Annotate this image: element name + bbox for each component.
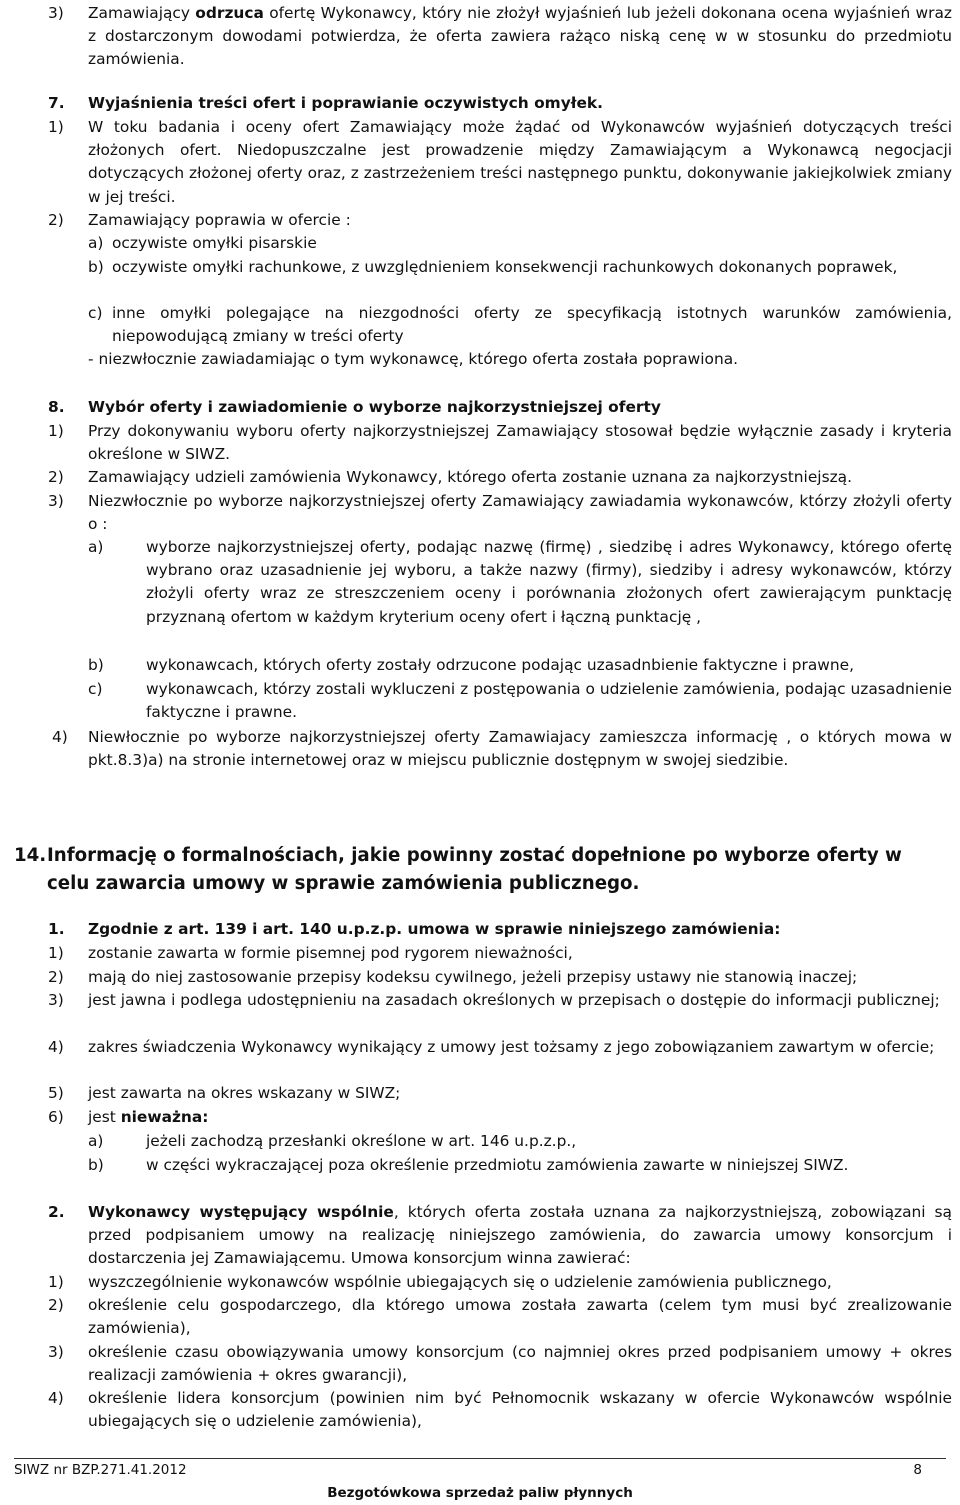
heading-number: 14. bbox=[14, 845, 47, 866]
heading-text: Informację o formalnościach, jakie powinny zostać dopełnione po wyborze oferty w celu zawarcia umowy w sprawie zamówienia publicznego. bbox=[47, 845, 902, 894]
s14-k-4 bbox=[48, 1387, 952, 1433]
item-text: W toku badania i oceny ofert Zamawiający może żądać od Wykonawców wyjaśnień dotyczących treści złożonych ofert. Niedopuszczalne jest prowadzenie między Zamawiającym a Wykonawcą negocjacji dotyczących złożonej oferty oraz, z zastrzeżeniem treści następnego punktu, dokonywanie jakiejkolwiek zmiany w jej treści. bbox=[88, 118, 952, 206]
sub-text: jeżeli zachodzą przesłanki określone w art. 146 u.p.z.p., bbox=[146, 1132, 577, 1150]
item-number: 6) bbox=[48, 1108, 64, 1126]
item-text: zakres świadczenia Wykonawcy wynikający z umowy jest tożsamy z jego zobowiązaniem zawartym w ofercie; bbox=[88, 1038, 935, 1056]
item-text: Zamawiający udzieli zamówienia Wykonawcy, którego oferta zostanie uznana za najkorzystniejszą. bbox=[88, 468, 852, 486]
sub-text: wyborze najkorzystniejszej oferty, podając nazwę (firmę) , siedzibę i adres Wykonawcy, którego ofertę wybrano oraz uzasadnienie jej wyboru, a także nazwy (firmy), siedziby i adresy wykonawców, którzy złożyli oferty wraz ze streszczeniem oceny i porównania złożonych ofert zawierającym punktację przyznaną ofertom w każdym kryterium oceny ofert i łączną punktację , bbox=[146, 538, 952, 626]
s14-item-6 bbox=[48, 1106, 952, 1129]
item-number: 3) bbox=[48, 492, 64, 510]
s14-k-3 bbox=[48, 1341, 952, 1387]
s14-item-4 bbox=[48, 1036, 952, 1059]
sub-text: inne omyłki polegające na niezgodności oferty ze specyfikacją istotnych warunków zamówienia, niepowodującą zmiany w treści oferty bbox=[112, 304, 952, 346]
s14-item-1 bbox=[48, 942, 952, 965]
item-text: Niewłocznie po wyborze najkorzystniejszej oferty Zamawiajacy zamieszcza informację , o których mowa w pkt.8.3)a) na stronie internetowej oraz w miejscu publicznie dostępnym w swojej siedzibie. bbox=[88, 728, 952, 770]
item-text: Wykonawcy występujący wspólnie, których oferta została uznana za najkorzystniejszą, zobowiązani są przed podpisaniem umowy na realizację niniejszego zamówienia, do zawarcia umowy konsorcjum i dostarczenia jej Zamawiającemu. Umowa konsorcjum winna zawierać: bbox=[88, 1203, 952, 1268]
item-number: 2) bbox=[48, 211, 64, 229]
item-text: mają do niej zastosowanie przepisy kodeksu cywilnego, jeżeli przepisy ustawy nie stanowią inaczej; bbox=[88, 968, 858, 986]
s8-sub-a bbox=[88, 536, 952, 629]
s14-item-5 bbox=[48, 1082, 952, 1105]
s8-item-1 bbox=[48, 420, 952, 466]
heading-number: 7. bbox=[48, 94, 65, 112]
s7-sub-a bbox=[88, 232, 952, 255]
s8-item-3 bbox=[48, 490, 952, 536]
s14-sub-a bbox=[88, 1130, 952, 1153]
item-text: zostanie zawarta w formie pisemnej pod rygorem nieważności, bbox=[88, 944, 573, 962]
s14-item-3 bbox=[48, 989, 952, 1012]
s8-item-4 bbox=[52, 726, 952, 772]
footer-rule bbox=[14, 1458, 946, 1459]
item-text: Zamawiający odrzuca ofertę Wykonawcy, który nie złożył wyjaśnień lub jeżeli dokonana ocena wyjaśnień wraz z dostarczonym dowodami potwierdza, że oferta zawiera rażąco niską cenę w w stosunku do przedmiotu zamówienia. bbox=[88, 4, 952, 69]
item-text: określenie czasu obowiązywania umowy konsorcjum (co najmniej okres przed podpisaniem umowy + okres realizacji zamówienia + okres gwarancji), bbox=[88, 1343, 952, 1385]
item-number: 4) bbox=[52, 728, 68, 746]
s7-item-3 bbox=[48, 2, 952, 72]
sub-text: w części wykraczającej poza określenie przedmiotu zamówienia zawarte w niniejszej SIWZ. bbox=[146, 1156, 849, 1174]
item-number: 2. bbox=[48, 1203, 65, 1221]
sub-label: b) bbox=[88, 656, 104, 674]
item-text: jest jawna i podlega udostępnieniu na zasadach określonych w przepisach o dostępie do informacji publicznej; bbox=[88, 991, 940, 1009]
heading-text: Wybór oferty i zawiadomienie o wyborze najkorzystniejszej oferty bbox=[88, 398, 661, 416]
item-number: 1) bbox=[48, 1273, 64, 1291]
item-text: Zamawiający poprawia w ofercie : bbox=[88, 211, 351, 229]
sub-label: b) bbox=[88, 258, 104, 276]
s14-point-2 bbox=[48, 1201, 952, 1271]
item-text: określenie celu gospodarczego, dla którego umowa została zawarta (celem tym musi być zrealizowanie zamówienia), bbox=[88, 1296, 952, 1338]
item-number: 5) bbox=[48, 1084, 64, 1102]
footer-title: Bezgotówkowa sprzedaż paliw płynnych bbox=[327, 1485, 633, 1501]
s14-sub-b bbox=[88, 1154, 952, 1177]
sub-label: c) bbox=[88, 304, 103, 322]
s8-sub-c bbox=[88, 678, 952, 724]
heading-number: 8. bbox=[48, 398, 65, 416]
s14-heading bbox=[14, 842, 940, 898]
s8-heading bbox=[48, 396, 952, 419]
sub-label: a) bbox=[88, 234, 104, 252]
item-text: Przy dokonywaniu wyboru oferty najkorzystniejszej Zamawiający stosował będzie wyłącznie zasady i kryteria określone w SIWZ. bbox=[88, 422, 952, 464]
footer-doc-number: SIWZ nr BZP.271.41.2012 bbox=[14, 1462, 187, 1478]
s14-item-2 bbox=[48, 966, 952, 989]
s8-item-2 bbox=[48, 466, 952, 489]
item-number: 3) bbox=[48, 4, 64, 22]
item-text: jest nieważna: bbox=[88, 1108, 209, 1126]
s7-sub-b bbox=[88, 256, 952, 279]
s7-heading bbox=[48, 92, 952, 115]
sub-text: wykonawcach, których oferty zostały odrzucone podając uzasadnbienie faktyczne i prawne, bbox=[146, 656, 854, 674]
s7-notice: - niezwłocznie zawiadamiając o tym wykonawcę, którego oferta została poprawiona. bbox=[88, 350, 739, 368]
item-number: 1) bbox=[48, 944, 64, 962]
s7-sub-c bbox=[88, 302, 952, 348]
item-number: 2) bbox=[48, 1296, 64, 1314]
sub-label: c) bbox=[88, 680, 103, 698]
item-number: 4) bbox=[48, 1389, 64, 1407]
item-number: 2) bbox=[48, 968, 64, 986]
s14-k-2 bbox=[48, 1294, 952, 1340]
item-number: 4) bbox=[48, 1038, 64, 1056]
s7-item-1 bbox=[48, 116, 952, 209]
item-text: Niezwłocznie po wyborze najkorzystniejszej oferty Zamawiający zawiadamia wykonawców, którzy złożyli oferty o : bbox=[88, 492, 952, 534]
sub-label: b) bbox=[88, 1156, 104, 1174]
s14-point-1 bbox=[48, 918, 952, 941]
item-number: 1) bbox=[48, 422, 64, 440]
sub-label: a) bbox=[88, 1132, 104, 1150]
s7-item-2 bbox=[48, 209, 952, 232]
item-text: jest zawarta na okres wskazany w SIWZ; bbox=[88, 1084, 401, 1102]
footer-page-number: 8 bbox=[913, 1462, 922, 1478]
sub-text: wykonawcach, którzy zostali wykluczeni z postępowania o udzielenie zamówienia, podając uzasadnienie faktyczne i prawne. bbox=[146, 680, 952, 722]
item-number: 1) bbox=[48, 118, 64, 136]
s14-k-1 bbox=[48, 1271, 952, 1294]
item-number: 2) bbox=[48, 468, 64, 486]
item-number: 3) bbox=[48, 1343, 64, 1361]
sub-text: oczywiste omyłki pisarskie bbox=[112, 234, 317, 252]
item-number: 3) bbox=[48, 991, 64, 1009]
item-text: Zgodnie z art. 139 i art. 140 u.p.z.p. umowa w sprawie niniejszego zamówienia: bbox=[88, 920, 781, 938]
s8-sub-b bbox=[88, 654, 952, 677]
heading-text: Wyjaśnienia treści ofert i poprawianie oczywistych omyłek. bbox=[88, 94, 603, 112]
item-number: 1. bbox=[48, 920, 65, 938]
sub-text: oczywiste omyłki rachunkowe, z uwzględnieniem konsekwencji rachunkowych dokonanych poprawek, bbox=[112, 258, 898, 276]
item-text: określenie lidera konsorcjum (powinien nim być Pełnomocnik wskazany w ofercie Wykonawców wspólnie ubiegających się o udzielenie zamówienia), bbox=[88, 1389, 952, 1431]
item-text: wyszczególnienie wykonawców wspólnie ubiegających się o udzielenie zamówienia publicznego, bbox=[88, 1273, 832, 1291]
sub-label: a) bbox=[88, 538, 104, 556]
